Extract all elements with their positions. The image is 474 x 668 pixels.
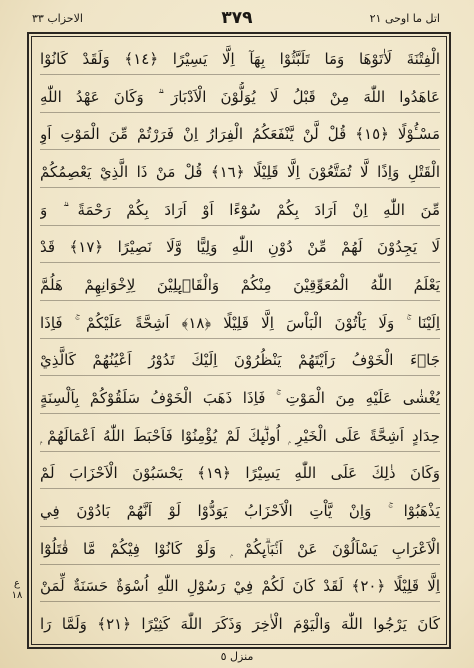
text-line: اِلَّا قَلِيْلًا ﴿٢٠﴾ لَقَدْ كَانَ لَكُمْ فِيْ رَسُوْلِ اللّٰهِ اُسْوَةٌ حَسَنَةٌ لِّمَنْ — [40, 571, 440, 602]
text-line: لَا يَجِدُوْنَ لَهُمْ مِّنْ دُوْنِ اللّٰهِ وَلِيًّا وَّلَا نَصِيْرًا ﴿١٧﴾ قَدْ — [40, 232, 440, 263]
manzil-footer: منزل ٥ — [220, 650, 254, 663]
surah-name-header: الاحزاب ٣٣ — [32, 12, 83, 25]
text-line: كَانَ يَرْجُوا اللّٰهَ وَالْيَوْمَ الْاٰخِرَ وَذَكَرَ اللّٰهَ كَثِيْرًا ﴿٢١﴾ وَلَمَّا رَا — [40, 614, 440, 633]
text-line: اِلَيْنَا ۚ وَلَا يَاْتُوْنَ الْبَاْسَ اِلَّا قَلِيْلًا ﴿١٨﴾ اَشِحَّةً عَلَيْكُمْ ۚ فَاِذَا — [40, 308, 440, 339]
page-number: ٣٧٩ — [221, 8, 253, 28]
juz-name-header: اتل ما اوحی ٢١ — [369, 12, 440, 25]
ruku-marker: ع ١٨ — [11, 578, 23, 601]
text-line: جَاۗءَ الْخَوْفُ رَاَيْتَهُمْ يَنْظُرُوْنَ اِلَيْكَ تَدُوْرُ اَعْيُنُهُمْ كَالَّذِيْ — [40, 345, 440, 376]
text-line: عَاهَدُوا اللّٰهَ مِنْ قَبْلُ لَا يُوَلُّوْنَ الْاَدْبَارَ ۗ وَكَانَ عَهْدُ اللّٰهِ — [40, 82, 440, 113]
page-header — [28, 8, 446, 34]
text-line: مَسْـُٔوْلًا ﴿١٥﴾ قُلْ لَّنْ يَّنْفَعَكُمُ الْفِرَارُ اِنْ فَرَرْتُمْ مِّنَ الْمَوْتِ اَوِ — [40, 119, 440, 150]
text-block — [40, 44, 440, 639]
text-line: الْفِتْنَةَ لَاٰتَوْهَا وَمَا تَلَبَّثُوْا بِهَآ اِلَّا يَسِيْرًا ﴿١٤﴾ وَلَقَدْ كَانُوْا — [40, 44, 440, 75]
text-line: يَعْلَمُ اللّٰهُ الْمُعَوِّقِيْنَ مِنْكُمْ وَالْقَاۗىِٕلِيْنَ لِاِخْوَانِهِمْ هَلُمَّ — [40, 270, 440, 301]
text-line: مِّنَ اللّٰهِ اِنْ اَرَادَ بِكُمْ سُوْٓءًا اَوْ اَرَادَ بِكُمْ رَحْمَةً ۗ وَ — [40, 195, 440, 226]
text-line: يُغْشٰى عَلَيْهِ مِنَ الْمَوْتِ ۚ فَاِذَا ذَهَبَ الْخَوْفُ سَلَقُوْكُمْ بِاَلْسِنَةٍ — [40, 383, 440, 414]
text-line: يَذْهَبُوْا ۚ وَاِنْ يَّاْتِ الْاَحْزَابُ يَوَدُّوْا لَوْ اَنَّهُمْ بَادُوْنَ فِي — [40, 496, 440, 527]
text-line: الْقَتْلِ وَاِذًا لَّا تُمَتَّعُوْنَ اِلَّا قَلِيْلًا ﴿١٦﴾ قُلْ مَنْ ذَا الَّذِيْ يَعْصِمُكُمْ — [40, 157, 440, 188]
text-line: وَكَانَ ذٰلِكَ عَلَى اللّٰهِ يَسِيْرًا ﴿١٩﴾ يَحْسَبُوْنَ الْاَحْزَابَ لَمْ — [40, 458, 440, 489]
text-line: حِدَادٍ اَشِحَّةً عَلَى الْخَيْرِ ۭ اُولٰۗىِٕكَ لَمْ يُؤْمِنُوْا فَاَحْبَطَ اللّٰهُ اَعْمَالَهُمْ ۭ — [40, 421, 440, 452]
text-line: الْاَعْرَابِ يَسْاَلُوْنَ عَنْ اَنْۢبَاۗىِٕكُمْ ۭ وَلَوْ كَانُوْا فِيْكُمْ مَّا قٰتَلُوْٓا — [40, 534, 440, 565]
